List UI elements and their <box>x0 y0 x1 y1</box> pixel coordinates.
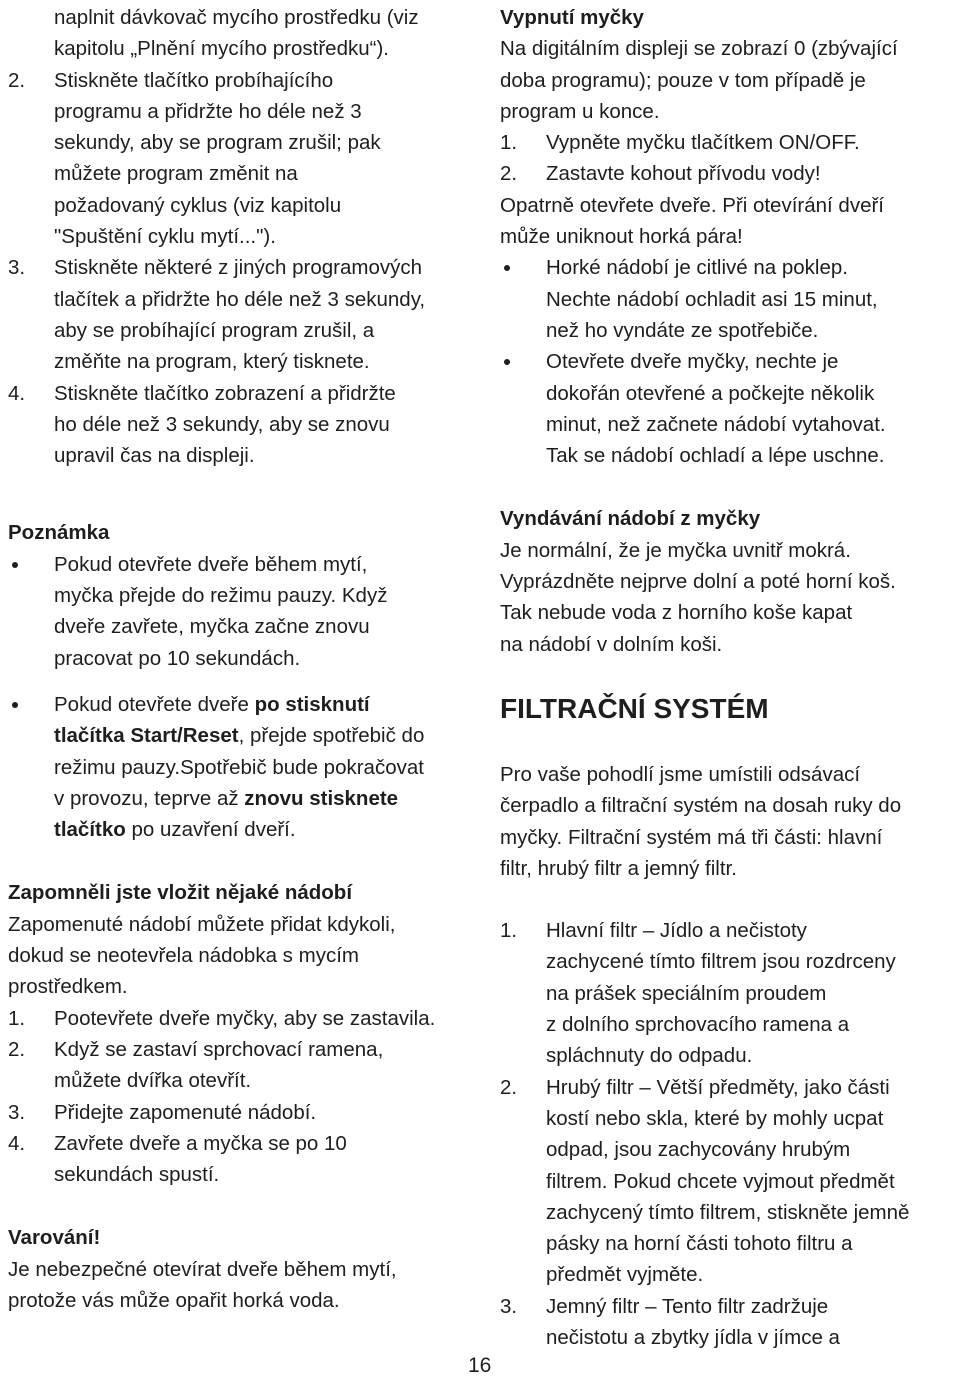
bullet-icon <box>8 689 54 845</box>
text-line: doba programu); pouze v tom případě je <box>500 68 866 92</box>
text-line: program u konce. <box>500 99 660 123</box>
text-line: programu a přidržte ho déle než 3 <box>54 99 362 123</box>
text-line: ho déle než 3 sekundy, aby se znovu <box>54 412 390 436</box>
step-number: 4. <box>8 381 26 405</box>
filter-intro <box>500 759 952 884</box>
text-line: Tak se nádobí ochladí a lépe uschne. <box>546 444 885 468</box>
text-line: dveře zavřete, myčka začne znovu <box>54 615 370 639</box>
forgot-heading: Zapomněli jste vložit nějaké nádobí <box>8 881 353 905</box>
text-line <box>54 814 468 845</box>
text-line: sekundách spustí. <box>54 1163 220 1187</box>
text-line: spláchnuty do odpadu. <box>546 1044 753 1068</box>
forgot-intro <box>8 909 468 1003</box>
text-line: předmět vyjměte. <box>546 1263 704 1287</box>
text-line: Přidejte zapomenuté nádobí. <box>54 1100 317 1124</box>
text-line: Stiskněte tlačítko zobrazení a přidržte <box>54 381 396 405</box>
step-number: 2. <box>500 1075 518 1099</box>
left-column <box>8 0 468 1316</box>
step-3 <box>8 252 468 377</box>
text-line: můžete program změnit na <box>54 162 298 186</box>
step-4 <box>8 378 468 472</box>
text-span: po uzavření dveří. <box>125 818 296 842</box>
off-heading: Vypnutí myčky <box>500 6 644 29</box>
forgot-step-2 <box>8 1034 468 1097</box>
text-line: změňte na program, který tisknete. <box>54 350 370 374</box>
text-line: dokořán otevřené a počkejte několik <box>546 381 875 405</box>
intro-continuation <box>8 2 468 65</box>
text-line: Hlavní filtr – Jídlo a nečistoty <box>546 919 807 943</box>
text-line: protože vás může opařit horká voda. <box>8 1288 340 1312</box>
right-column <box>500 0 952 1353</box>
text-line: Pro vaše pohodlí jsme umístili odsávací <box>500 762 861 786</box>
note-heading: Poznámka <box>8 521 110 545</box>
text-line: zachycené tímto filtrem jsou rozdrceny <box>546 950 896 974</box>
text-line: nečistotu a zbytky jídla v jímce a <box>546 1325 840 1349</box>
text-line: na nádobí v dolním koši. <box>500 632 723 656</box>
text-line: Pootevřete dveře myčky, aby se zastavila. <box>54 1006 436 1030</box>
text-line: odpad, jsou zachycovány hrubým <box>546 1138 851 1162</box>
step-number: 3. <box>8 1100 26 1124</box>
text-line: Na digitálním displeji se zobrazí 0 (zbývající <box>500 37 898 61</box>
text-line: Zapomenuté nádobí můžete přidat kdykoli, <box>8 912 396 936</box>
unload-heading: Vyndávání nádobí z myčky <box>500 507 761 531</box>
off-step-2 <box>500 158 952 189</box>
off-after <box>500 190 952 253</box>
bullet-icon <box>500 346 546 471</box>
text-line <box>54 720 468 751</box>
forgot-step-4 <box>8 1128 468 1191</box>
text-line: pásky na horní části tohoto filtru a <box>546 1232 853 1256</box>
text-line: čerpadlo a filtrační systém na dosah ruky do <box>500 794 902 818</box>
step-number: 4. <box>8 1131 26 1155</box>
step-number: 2. <box>500 162 518 186</box>
text-line: dokud se neotevřela nádobka s mycím <box>8 944 359 968</box>
filter-step-2 <box>500 1072 952 1291</box>
text-line: požadovaný cyklus (viz kapitolu <box>54 193 342 217</box>
text-line: Opatrně otevřete dveře. Při otevírání dveří <box>500 193 884 217</box>
text-line: kostí nebo skla, které by mohly ucpat <box>546 1106 884 1130</box>
text-span: , přejde spotřebič do <box>238 724 425 748</box>
text-line: na prášek speciálním proudem <box>546 981 827 1005</box>
text-line: sekundy, aby se program zrušil; pak <box>54 131 381 155</box>
step-number: 3. <box>8 256 26 280</box>
text-line: Vyprázdněte nejprve dolní a poté horní koš. <box>500 570 896 594</box>
text-line: myčky. Filtrační systém má tři části: hlavní <box>500 825 883 849</box>
off-bullet-1 <box>500 252 952 346</box>
bold-span: po stisknutí <box>254 692 370 716</box>
text-line: "Spuštění cyklu mytí..."). <box>54 225 276 249</box>
text-line: Zastavte kohout přívodu vody! <box>546 162 821 186</box>
text-line: může uniknout horká pára! <box>500 225 743 249</box>
text-line: naplnit dávkovač mycího prostředku (viz <box>54 6 419 29</box>
text-line: kapitolu „Plnění mycího prostředku“). <box>54 37 389 61</box>
step-number: 2. <box>8 68 26 92</box>
unload-text <box>500 535 952 660</box>
text-line: pracovat po 10 sekundách. <box>54 646 301 670</box>
text-line <box>54 689 468 720</box>
text-line: Stiskněte některé z jiných programových <box>54 256 423 280</box>
bold-span: znovu stisknete <box>244 786 399 810</box>
warning-text <box>8 1254 468 1317</box>
bullet-icon <box>500 252 546 346</box>
forgot-step-3 <box>8 1097 468 1128</box>
text-line: z dolního sprchovacího ramena a <box>546 1013 850 1037</box>
off-intro <box>500 33 952 127</box>
text-line: tlačítek a přidržte ho déle než 3 sekundy, <box>54 287 426 311</box>
text-line: než ho vyndáte ze spotřebiče. <box>546 318 819 342</box>
text-line: aby se probíhající program zrušil, a <box>54 318 375 342</box>
text-line: Tak nebude voda z horního koše kapat <box>500 601 853 625</box>
text-line: Stiskněte tlačítko probíhajícího <box>54 68 334 92</box>
text-line: Vypněte myčku tlačítkem ON/OFF. <box>546 131 860 155</box>
text-line: minut, než začnete nádobí vytahovat. <box>546 412 886 436</box>
text-line: myčka přejde do režimu pauzy. Když <box>54 584 388 608</box>
warning-heading: Varování! <box>8 1226 101 1250</box>
text-line: filtrem. Pokud chcete vyjmout předmět <box>546 1169 895 1193</box>
text-line: Horké nádobí je citlivé na poklep. <box>546 256 848 280</box>
text-line: prostředkem. <box>8 975 128 999</box>
text-span: Pokud otevřete dveře <box>54 692 255 716</box>
text-line: Je nebezpečné otevírat dveře během mytí, <box>8 1257 397 1281</box>
off-bullet-2 <box>500 346 952 471</box>
text-line: upravil čas na displeji. <box>54 444 255 468</box>
text-line: můžete dvířka otevřít. <box>54 1069 252 1093</box>
text-span: v provozu, teprve až <box>54 786 245 810</box>
text-line <box>54 783 468 814</box>
step-2 <box>8 65 468 253</box>
bold-span: tlačítka Start/Reset <box>54 724 239 748</box>
step-number: 1. <box>500 131 518 155</box>
filter-step-1 <box>500 915 952 1071</box>
page-number: 16 <box>468 1354 492 1377</box>
text-line: filtr, hrubý filtr a jemný filtr. <box>500 856 737 880</box>
text-line: režimu pauzy.Spotřebič bude pokračovat <box>54 755 424 779</box>
text-line: Zavřete dveře a myčka se po 10 <box>54 1131 347 1155</box>
step-number: 1. <box>500 919 518 943</box>
note-bullet-2 <box>8 689 468 845</box>
filter-step-3 <box>500 1291 952 1354</box>
text-line: Je normální, že je myčka uvnitř mokrá. <box>500 538 851 562</box>
text-line: zachycený tímto filtrem, stiskněte jemně <box>546 1200 910 1224</box>
text-line: Když se zastaví sprchovací ramena, <box>54 1037 384 1061</box>
bullet-icon <box>8 549 54 674</box>
step-number: 2. <box>8 1037 26 1061</box>
step-number: 3. <box>500 1294 518 1318</box>
forgot-step-1 <box>8 1003 468 1034</box>
note-bullet-1 <box>8 549 468 674</box>
step-number: 1. <box>8 1006 26 1030</box>
text-line: Jemný filtr – Tento filtr zadržuje <box>546 1294 829 1318</box>
text-line: Pokud otevřete dveře během mytí, <box>54 552 368 576</box>
bold-span: tlačítko <box>54 818 126 842</box>
off-step-1 <box>500 127 952 158</box>
filter-heading: FILTRAČNÍ SYSTÉM <box>500 692 769 724</box>
text-line: Nechte nádobí ochladit asi 15 minut, <box>546 287 878 311</box>
text-line: Otevřete dveře myčky, nechte je <box>546 350 839 374</box>
text-line: Hrubý filtr – Větší předměty, jako části <box>546 1075 890 1099</box>
